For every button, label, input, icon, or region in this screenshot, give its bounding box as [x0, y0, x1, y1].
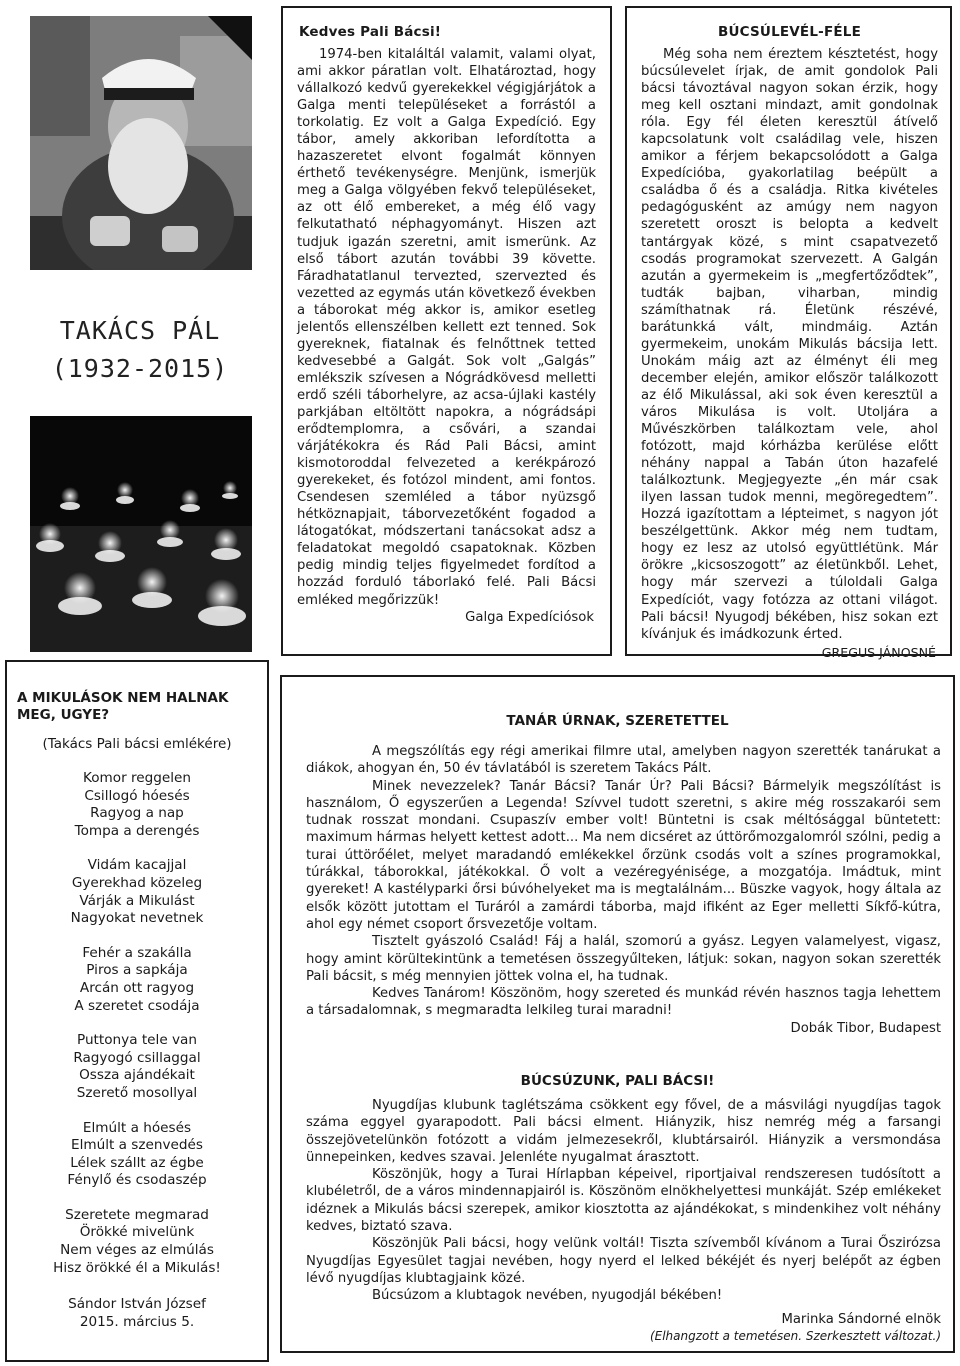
teacher-paragraph: Tisztelt gyászoló Család! Fáj a halál, szomorú a gyász. Legyen valamelyest, vigasz, hogy amint körültekintünk a temetésen összegyűlteken, látjuk: sokan, nagyon sokan szerették Pali bácsit, s még mennyien jöttek volna el, ha tudnak. — [306, 934, 941, 984]
poem-stanza — [17, 857, 257, 927]
farewell-signature: GREGUS JÁNOSNÉ — [821, 644, 936, 660]
teacher-paragraph: Kedves Tanárom! Köszönöm, hogy szereted és munkád révén hasznos tagja lehettem a társadalomnak, s megmaradta lelkileg turai maradni! — [306, 986, 941, 1019]
poem-line: Vidám kacajjal — [87, 857, 187, 874]
teacher-paragraph: A megszólítás egy régi amerikai filmre utal, amelyben nagyon szerették tanárukat a diákok, ahogyan én, 50 év távlatából is szeretem Takács Pált. — [306, 744, 941, 777]
letter-signature: Galga Expedíciósok — [465, 609, 594, 625]
poem-author-block — [17, 1296, 257, 1331]
portrait-photo — [30, 16, 252, 270]
farewell-body: Még soha nem éreztem késztetést, hogy búcsúlevelet írjak, de amit gondolok Pali bácsi távoztával nagyon sokan érzik, hogy meg kell osztani mindazt, amit gondolnak róla. Egy fél életen keresztül átívelő kapcsolatunk volt családilag vele, hiszen amikor a férjem bekapcsolódott a Galga Expedícióba, gyakorlatilag beépült a családba ő és a családja. Ritka kivételes pedagógusként az amúgy nem nagyon szeretett oroszt is belopta a kedvelt tantárgyak közé, s mint csapatvezető csodás programokat szervezett. A Galgán azután a gyermekeim is „megfertőződtek”, tudták bajban, viharban, mindig számíthatnak rá. Életünk részévé, barátunkká vált, mindmáig. Aztán gyermekeim, unokám Mikulás bácsija lett. Unokám máig azt az élményt éli meg december elején, amikor először találkozott az élő Mikulással, aki sok éven keresztül a város Mikulása is volt. Utoljára a Művészkörben találkoztam vele, ahol fotózott, majd kórházba kerülése előtt néhány nappal a Tabán úton hazafelé találkoztunk. Megjegyezte „én már csak ilyen lassan tudok menni, megöregedtem”. Hozzá igazítottam a lépteimet, s nagyon jót beszélgettünk. Akkor még nem tudtam, hogy ez lesz az utolsó együttlétünk. Már örökre „kicsoszogott” az életünkből. Lehet, hogy már szervezi a túloldali Galga Expedíciót, vagy fotózza az ottani világot. Pali bácsi! Nyugodj békében, hisz sokan ezt kívánjuk és imádkozunk érted. — [641, 47, 938, 642]
poem-line: Fénylő és csodaszép — [67, 1172, 207, 1189]
mourning-ribbon-icon — [208, 16, 252, 60]
memorial-years-line: (1932-2015) — [51, 354, 229, 383]
goodbye-paragraph: Nyugdíjas klubunk taglétszáma csökkent egy fővel, de a másvilági nyugdíjas tagok száma eggyel gyarapodott. Pali bácsi elment. Hiányzik, hisz nemrég még a farsangi összejövetelünkön fotózott a vidám jelmezesekről, klubtársairól. Hiányzik a versmondása ünnepeinken, kedves szavai. Jelenléte nyugalmat árasztott. — [306, 1098, 941, 1165]
farewell-article — [625, 6, 952, 660]
candles-photo — [30, 416, 252, 652]
tribute-article — [280, 675, 955, 1353]
poem-line: Komor reggelen — [82, 770, 192, 786]
candles-illustration — [30, 416, 252, 652]
teacher-paragraph: Minek nevezzelek? Tanár Bácsi? Tanár Úr? Pali Bácsi? Bármelyik megszólítást is használom, Ő egyszerűen a Legenda! Szívvel tudott szeretni, s akire még rosszakarói sem tudnak rosszat mondani. Csupaszív ember volt! Büntetni is csak méltósággal büntetett: maximum hármas helyett kettest adott... Ma nem dicséret az úttörőmozgalomról szólni, pedig a turai úttörőélet, melyet maradandó emlékekkel őrzünk csodás volt a színes programokkal, túrákkal, táborokkal, játékokkal. Ő volt a vezéregyénisége, a mozgatója. Imádtuk, mint gyereket! A kastélyparki őrsi búvóhelyeket ma is megtalálnám... Büszke vagyok, hogy általa az elsők között jutottam el Turáról a zamárdi táborba, majd ifiként az Eger melletti Síkfő-kútra, ahol egy német csoport őrsvezetője voltam. — [306, 778, 941, 932]
poem-line: Hisz örökké él a Mikulás! — [53, 1259, 221, 1276]
poem-author: Sándor István József — [68, 1296, 206, 1313]
goodbye-paragraph: Köszönjük, hogy a Turai Hírlapban képeivel, riportjaival rendszeresen tudósított a klubéletről, de a város mindennapjairól is. Köszönöm elnökhelyettesi munkáját. Szép emlékeket idéznek a Mikulás bácsi szerepek, amikor kiosztotta az ajándékokat, s mindenkihez volt néhány kedves, biztató szava. — [306, 1167, 941, 1235]
letter-heading: Kedves Pali Bácsi! — [299, 24, 442, 40]
poem-line: Arcán ott ragyog — [79, 979, 195, 996]
goodbye-paragraph: Búcsúzom a klubtagok nevében, nyugodjál békében! — [372, 1288, 723, 1304]
memorial-column — [8, 6, 272, 656]
poem-line: Gyerekhad közeleg — [71, 874, 203, 891]
poem-stanza — [17, 1120, 257, 1190]
poem-line: Nagyokat nevetnek — [70, 910, 204, 927]
poem-line: A szeretet csodája — [74, 997, 200, 1014]
poem-subtitle: (Takács Pali bácsi emlékére) — [42, 736, 232, 752]
poem-line: Ragyogó csillaggal — [73, 1049, 201, 1066]
poem-line: Piros a sapkája — [86, 962, 188, 979]
poem-line: Fehér a szakálla — [82, 944, 192, 961]
goodbye-heading: BÚCSÚZUNK, PALI BÁCSI! — [520, 1073, 715, 1089]
poem-line: Elmúlt a hóesés — [82, 1119, 192, 1136]
poem-title: A MIKULÁSOK NEM HALNAK MEG, UGYE? — [17, 690, 229, 723]
poem-line: Lélek szállt az égbe — [70, 1154, 204, 1171]
poem-stanza — [17, 770, 257, 840]
poem-stanza — [17, 945, 257, 1015]
goodbye-note: (Elhangzott a temetésen. Szerkesztett változat.) — [649, 1328, 941, 1343]
memorial-name — [8, 312, 272, 388]
farewell-heading: BÚCSÚLEVÉL-FÉLE — [717, 24, 862, 40]
poem-line: Szerető mosollyal — [76, 1084, 198, 1101]
poem-line: Csillogó hóesés — [84, 787, 190, 804]
goodbye-body — [306, 1097, 941, 1345]
letter-body: 1974-ben kitaláltál valamit, valami olyat, ami akkor páratlan volt. Elhatároztad, hogy vállalkozó kedvű gyerekekkel végigjárjátok a Galga menti településeket a forrástól a torkolatig. Ez volt a Galga Expedíció. Egy tábor, amely akkoriban lefordította a hazaszeretet elvont fogalmát könnyen érthető tevékenységre. Menjünk, ismerjük meg a Galga völgyében fekvő településeket, az ott élő embereket, a még élő vagy felkutatható néphagyományt. Hiszen azt tudjuk igazán szeretni, amit ismerünk. Az első tábort azután további 39 követte. Fáradhatatlanul tervezted, szervezted és vezetted az egymás után következő években a táborokat még akkor is, amikor esetleg jelentős ellenszélben kellett ezt tenned. Sok gyereknek, fiatalnak és felnőttnek tetted kedvesebbé a Galgát. Sok volt „Galgás” emlékszik szívesen a Nógrádkövesd melletti erdő széli táborhelyre, az acsa-újlaki kastély parkjában eltöltött napokra, a nógrádsápi erődtemplomra, a csővári, a szandai várjátékokra és Rád Pali Bácsi, amint kismotoroddal felvezeted a kerékpározó gyerekeket, és fotózol mindent, ami fontos. Csendesen szemléled a tábor nyüzsgő hétköznapjait, táborvezetőként fogadod a látogatókat, módszertani tanácsokat adsz a feladatokat megoldó csapatoknak. Közben pedig mindig teljes figyelmedet fordítod a hozzád forduló táborlakó felé. Pali Bácsi emléked megőrizzük! — [297, 47, 596, 608]
poem-line: Ossza ajándékait — [79, 1067, 195, 1084]
poem-date: 2015. március 5. — [79, 1313, 195, 1330]
poem-line: Nem véges az elmúlás — [60, 1242, 214, 1259]
teacher-heading: TANÁR ÚRNAK, SZERETETTEL — [506, 713, 729, 729]
poem-line: Elmúlt a szenvedés — [71, 1137, 203, 1154]
poem-stanzas — [17, 770, 257, 1277]
poem-article — [5, 660, 269, 1362]
goodbye-signature: Marinka Sándorné elnök — [781, 1311, 941, 1327]
poem-line: Tompa a derengés — [74, 822, 200, 839]
poem-line: Ragyog a nap — [90, 805, 184, 822]
poem-line: Puttonya tele van — [76, 1032, 197, 1049]
poem-line: Örökké mivelünk — [79, 1224, 195, 1241]
teacher-body — [306, 743, 941, 1037]
memorial-name-line: TAKÁCS PÁL — [59, 316, 221, 345]
goodbye-paragraph: Köszönjük Pali bácsi, hogy velünk voltál! Tiszta szívemből kívánom a Turai Őszirózsa Nyugdíjas Egyesület tagjai nevében, hogy nyerd el lelked békéjét és nyerj belépőt az égben lévő nyugdíjas klubtagjaink közé. — [306, 1236, 941, 1286]
poem-line: Szeretete megmarad — [65, 1206, 209, 1223]
poem-stanza — [17, 1032, 257, 1102]
poem-line: Várják a Mikulást — [79, 892, 195, 909]
poem-stanza — [17, 1207, 257, 1277]
teacher-signature: Dobák Tibor, Budapest — [790, 1020, 941, 1036]
letter-article — [281, 6, 612, 656]
